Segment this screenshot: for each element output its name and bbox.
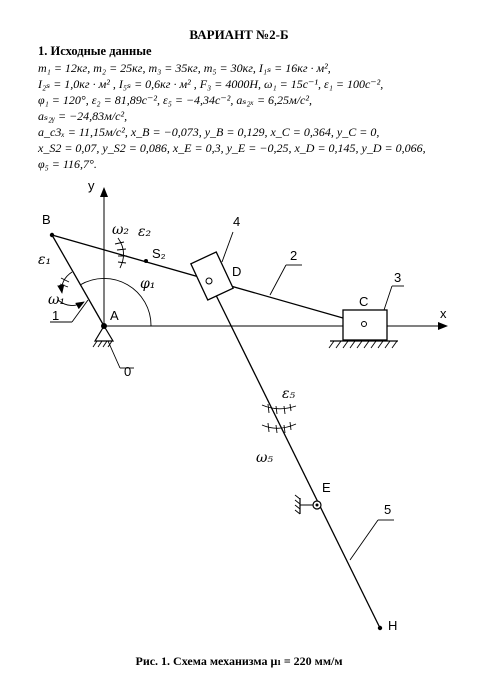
- label-omega5: ω₅: [256, 450, 274, 466]
- link-0-leader: [108, 341, 120, 368]
- param-line: φ₅ = 116,7°.: [38, 157, 97, 171]
- link-1-crank: [52, 235, 104, 326]
- label-4: 4: [233, 214, 241, 229]
- link-4-leader: [222, 232, 233, 262]
- link-1-leader: [72, 300, 88, 322]
- eps1-arrow: [62, 272, 72, 293]
- link-2-leader: [270, 265, 286, 295]
- label-0: 0: [124, 364, 132, 379]
- slider-4: [191, 252, 233, 300]
- figure-caption: Рис. 1. Схема механизма μₗ = 220 мм/м: [135, 654, 343, 668]
- joint-A: [101, 323, 107, 329]
- joint-B: [50, 233, 54, 237]
- joint-C: [362, 322, 367, 327]
- param-line: I₂ₛ = 1,0кг · м² , I₅ₛ = 0,6кг · м² , F₃ = 4000Н, ω₁ = 15c⁻¹, ε₁ = 100c⁻²,: [38, 77, 384, 91]
- label-eps5: ε₅: [282, 386, 296, 402]
- link-3-leader: [384, 286, 392, 310]
- link-5-leader: [350, 520, 378, 560]
- label-H: H: [388, 618, 398, 633]
- param-line: x_S2 = 0,07, y_S2 = 0,086, x_E = 0,3, y_E = −0,25, x_D = 0,145, y_D = 0,066,: [38, 141, 426, 155]
- label-eps2: ε₂: [138, 224, 152, 240]
- label-eps1: ε₁: [38, 252, 52, 268]
- joint-D: [206, 278, 212, 284]
- param-line: aₛ₂ᵧ = −24,83м/c²,: [38, 109, 128, 123]
- label-y: y: [88, 178, 95, 193]
- label-B: B: [42, 212, 51, 227]
- label-phi1: φ₁: [140, 276, 156, 292]
- variant-title: ВАРИАНТ №2-Б: [189, 27, 289, 42]
- label-D: D: [232, 264, 242, 279]
- section-heading: 1. Исходные данные: [38, 44, 152, 58]
- label-omega2: ω₂: [112, 222, 130, 238]
- label-omega1: ω₁: [48, 292, 66, 308]
- label-5: 5: [384, 502, 392, 517]
- param-line: a_c3ₓ = 11,15м/c², x_B = −0,073, y_B = 0,129, x_C = 0,364, y_C = 0,: [38, 125, 380, 139]
- label-S2: S₂: [152, 246, 166, 261]
- point-S2: [144, 259, 148, 263]
- point-H: [378, 626, 382, 630]
- label-C: C: [359, 294, 369, 309]
- label-A: A: [110, 308, 119, 323]
- label-E: E: [322, 480, 331, 495]
- param-line: m₁ = 12кг, m₂ = 25кг, m₃ = 35кг, m₅ = 30кг, I₁ₛ = 16кг · м²,: [38, 61, 331, 75]
- label-3: 3: [394, 270, 402, 285]
- label-1: 1: [52, 308, 60, 323]
- param-line: φ₁ = 120°, ε₂ = 81,89c⁻², ε₅ = −4,34c⁻², aₛ₂ₓ = 6,25м/c²,: [38, 93, 312, 107]
- label-2: 2: [290, 248, 298, 263]
- label-x: x: [440, 306, 447, 321]
